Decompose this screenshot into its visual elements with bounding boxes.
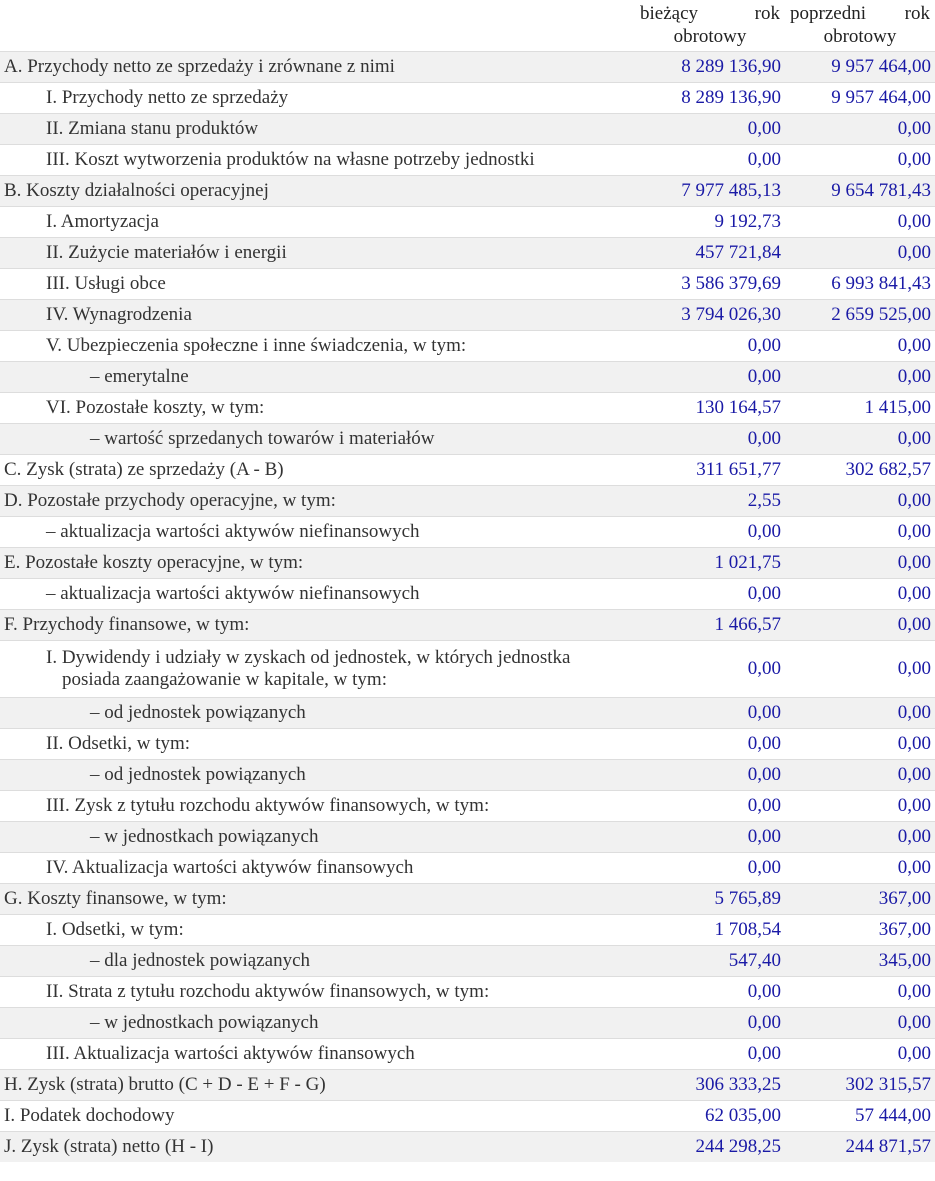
row-previous-value: 0,00 <box>897 826 931 847</box>
row-label: II. Odsetki, w tym: <box>46 733 191 754</box>
table-row <box>0 424 935 455</box>
row-current-value: 0,00 <box>747 428 781 449</box>
row-label: – w jednostkach powiązanych <box>90 826 319 847</box>
row-current-value: 0,00 <box>747 583 781 604</box>
row-label: B. Koszty działalności operacyjnej <box>4 180 269 201</box>
row-previous-value: 0,00 <box>897 490 931 511</box>
row-previous-value: 1 415,00 <box>864 397 931 418</box>
row-label: II. Zużycie materiałów i energii <box>46 242 287 263</box>
table-row <box>0 1039 935 1070</box>
row-current-value: 8 289 136,90 <box>681 87 781 108</box>
table-row <box>0 393 935 424</box>
row-previous-value: 302 315,57 <box>845 1074 931 1095</box>
header-label-cell <box>0 0 635 52</box>
row-current-value: 0,00 <box>747 1012 781 1033</box>
row-previous-value: 57 444,00 <box>855 1105 931 1126</box>
row-current-value: 5 765,89 <box>714 888 781 909</box>
row-current-value: 2,55 <box>747 490 781 511</box>
row-label-line1: I. Dywidendy i udziały w zyskach od jednostek, w których jednostka <box>46 647 571 668</box>
header-current-year <box>635 0 785 52</box>
table-header-row <box>0 0 935 52</box>
row-label: I. Podatek dochodowy <box>4 1105 175 1126</box>
row-label: G. Koszty finansowe, w tym: <box>4 888 227 909</box>
row-current-value: 457 721,84 <box>695 242 781 263</box>
row-label: III. Usługi obce <box>46 273 166 294</box>
row-label: H. Zysk (strata) brutto (C + D - E + F - G) <box>4 1074 326 1095</box>
table-row <box>0 1070 935 1101</box>
row-label: III. Aktualizacja wartości aktywów finansowych <box>46 1043 415 1064</box>
row-label: – aktualizacja wartości aktywów niefinansowych <box>46 521 420 542</box>
row-previous-value: 367,00 <box>878 888 931 909</box>
table-row <box>0 579 935 610</box>
row-label-line2: posiada zaangażowanie w kapitale, w tym: <box>62 669 387 690</box>
row-previous-value: 0,00 <box>897 658 931 679</box>
row-label: F. Przychody finansowe, w tym: <box>4 614 250 635</box>
table-row <box>0 269 935 300</box>
row-current-value: 0,00 <box>747 981 781 1002</box>
header-previous-line2: obrotowy <box>823 26 897 47</box>
row-current-value: 0,00 <box>747 826 781 847</box>
row-label: – aktualizacja wartości aktywów niefinansowych <box>46 583 420 604</box>
row-previous-value: 9 957 464,00 <box>831 56 931 77</box>
table-row <box>0 238 935 269</box>
row-current-value: 9 192,73 <box>714 211 781 232</box>
row-label: I. Odsetki, w tym: <box>46 919 184 940</box>
row-label: – wartość sprzedanych towarów i materiałów <box>90 428 435 449</box>
row-label: – od jednostek powiązanych <box>90 764 306 785</box>
row-current-value: 547,40 <box>728 950 781 971</box>
row-label: VI. Pozostałe koszty, w tym: <box>46 397 265 418</box>
row-previous-value: 0,00 <box>897 857 931 878</box>
table-row <box>0 455 935 486</box>
table-row <box>0 176 935 207</box>
row-previous-value: 9 654 781,43 <box>831 180 931 201</box>
row-current-value: 0,00 <box>747 366 781 387</box>
table-row <box>0 517 935 548</box>
row-label: V. Ubezpieczenia społeczne i inne świadczenia, w tym: <box>46 335 467 356</box>
row-current-value: 1 466,57 <box>714 614 781 635</box>
row-current-value: 1 708,54 <box>714 919 781 940</box>
row-current-value: 7 977 485,13 <box>681 180 781 201</box>
table-row <box>0 331 935 362</box>
table-row <box>0 145 935 176</box>
row-previous-value: 0,00 <box>897 702 931 723</box>
table-row <box>0 760 935 791</box>
row-current-value: 0,00 <box>747 335 781 356</box>
row-previous-value: 0,00 <box>897 981 931 1002</box>
table-row <box>0 853 935 884</box>
row-label: E. Pozostałe koszty operacyjne, w tym: <box>4 552 304 573</box>
row-current-value: 0,00 <box>747 702 781 723</box>
row-label: III. Koszt wytworzenia produktów na własne potrzeby jednostki <box>46 149 535 170</box>
table-row <box>0 610 935 641</box>
row-previous-value: 367,00 <box>878 919 931 940</box>
row-current-value: 3 794 026,30 <box>681 304 781 325</box>
row-previous-value: 0,00 <box>897 733 931 754</box>
row-label: IV. Wynagrodzenia <box>46 304 192 325</box>
row-label <box>0 641 635 698</box>
row-label: A. Przychody netto ze sprzedaży i zrównane z nimi <box>4 56 395 77</box>
table-row <box>0 915 935 946</box>
row-previous-value: 0,00 <box>897 118 931 139</box>
row-label: C. Zysk (strata) ze sprzedaży (A - B) <box>4 459 284 480</box>
row-current-value: 244 298,25 <box>695 1136 781 1157</box>
table-row <box>0 946 935 977</box>
header-current-line2: obrotowy <box>673 26 747 47</box>
header-current-line1: bieżący rok <box>640 3 780 24</box>
row-previous-value: 0,00 <box>897 211 931 232</box>
row-current-value: 0,00 <box>747 857 781 878</box>
table-row <box>0 83 935 114</box>
table-row <box>0 641 935 698</box>
row-label: J. Zysk (strata) netto (H - I) <box>4 1136 214 1157</box>
table-row <box>0 207 935 238</box>
row-previous-value: 0,00 <box>897 552 931 573</box>
table-row <box>0 1132 935 1163</box>
table-row <box>0 1008 935 1039</box>
row-label: II. Zmiana stanu produktów <box>46 118 259 139</box>
table-row <box>0 698 935 729</box>
table-row <box>0 486 935 517</box>
row-current-value: 0,00 <box>747 795 781 816</box>
row-previous-value: 0,00 <box>897 242 931 263</box>
row-current-value: 3 586 379,69 <box>681 273 781 294</box>
row-previous-value: 0,00 <box>897 1043 931 1064</box>
row-current-value: 0,00 <box>747 1043 781 1064</box>
table-row <box>0 362 935 393</box>
row-current-value: 0,00 <box>747 149 781 170</box>
row-current-value: 306 333,25 <box>695 1074 781 1095</box>
row-previous-value: 0,00 <box>897 149 931 170</box>
table-row <box>0 729 935 760</box>
row-previous-value: 0,00 <box>897 1012 931 1033</box>
row-current-value: 311 651,77 <box>696 459 781 480</box>
row-current-value: 0,00 <box>747 118 781 139</box>
row-label: I. Amortyzacja <box>46 211 159 232</box>
row-previous-value: 0,00 <box>897 428 931 449</box>
table-row <box>0 822 935 853</box>
row-previous-value: 6 993 841,43 <box>831 273 931 294</box>
row-label: – emerytalne <box>90 366 189 387</box>
row-current-value: 62 035,00 <box>705 1105 781 1126</box>
row-previous-value: 244 871,57 <box>845 1136 931 1157</box>
row-label: II. Strata z tytułu rozchodu aktywów finansowych, w tym: <box>46 981 490 1002</box>
table-row <box>0 300 935 331</box>
table-row <box>0 977 935 1008</box>
row-current-value: 0,00 <box>747 733 781 754</box>
row-current-value: 0,00 <box>747 658 781 679</box>
row-previous-value: 9 957 464,00 <box>831 87 931 108</box>
row-label: D. Pozostałe przychody operacyjne, w tym: <box>4 490 336 511</box>
table-row <box>0 791 935 822</box>
row-previous-value: 0,00 <box>897 366 931 387</box>
header-previous-year <box>785 0 935 52</box>
table-row <box>0 52 935 83</box>
row-label: III. Zysk z tytułu rozchodu aktywów finansowych, w tym: <box>46 795 490 816</box>
row-previous-value: 302 682,57 <box>845 459 931 480</box>
table-body <box>0 52 935 1163</box>
row-label: – od jednostek powiązanych <box>90 702 306 723</box>
row-previous-value: 0,00 <box>897 521 931 542</box>
table-row <box>0 114 935 145</box>
table-row <box>0 884 935 915</box>
row-current-value: 0,00 <box>747 521 781 542</box>
row-label: IV. Aktualizacja wartości aktywów finansowych <box>46 857 414 878</box>
row-previous-value: 0,00 <box>897 795 931 816</box>
row-current-value: 130 164,57 <box>695 397 781 418</box>
row-previous-value: 0,00 <box>897 583 931 604</box>
table-row <box>0 1101 935 1132</box>
row-label: – w jednostkach powiązanych <box>90 1012 319 1033</box>
row-current-value: 8 289 136,90 <box>681 56 781 77</box>
row-previous-value: 2 659 525,00 <box>831 304 931 325</box>
row-previous-value: 0,00 <box>897 614 931 635</box>
row-current-value: 1 021,75 <box>714 552 781 573</box>
row-previous-value: 0,00 <box>897 764 931 785</box>
row-label: I. Przychody netto ze sprzedaży <box>46 87 289 108</box>
row-current-value: 0,00 <box>747 764 781 785</box>
table-row <box>0 548 935 579</box>
row-previous-value: 0,00 <box>897 335 931 356</box>
row-previous-value: 345,00 <box>878 950 931 971</box>
row-label: – dla jednostek powiązanych <box>90 950 311 971</box>
header-previous-line1: poprzedni rok <box>790 3 930 24</box>
